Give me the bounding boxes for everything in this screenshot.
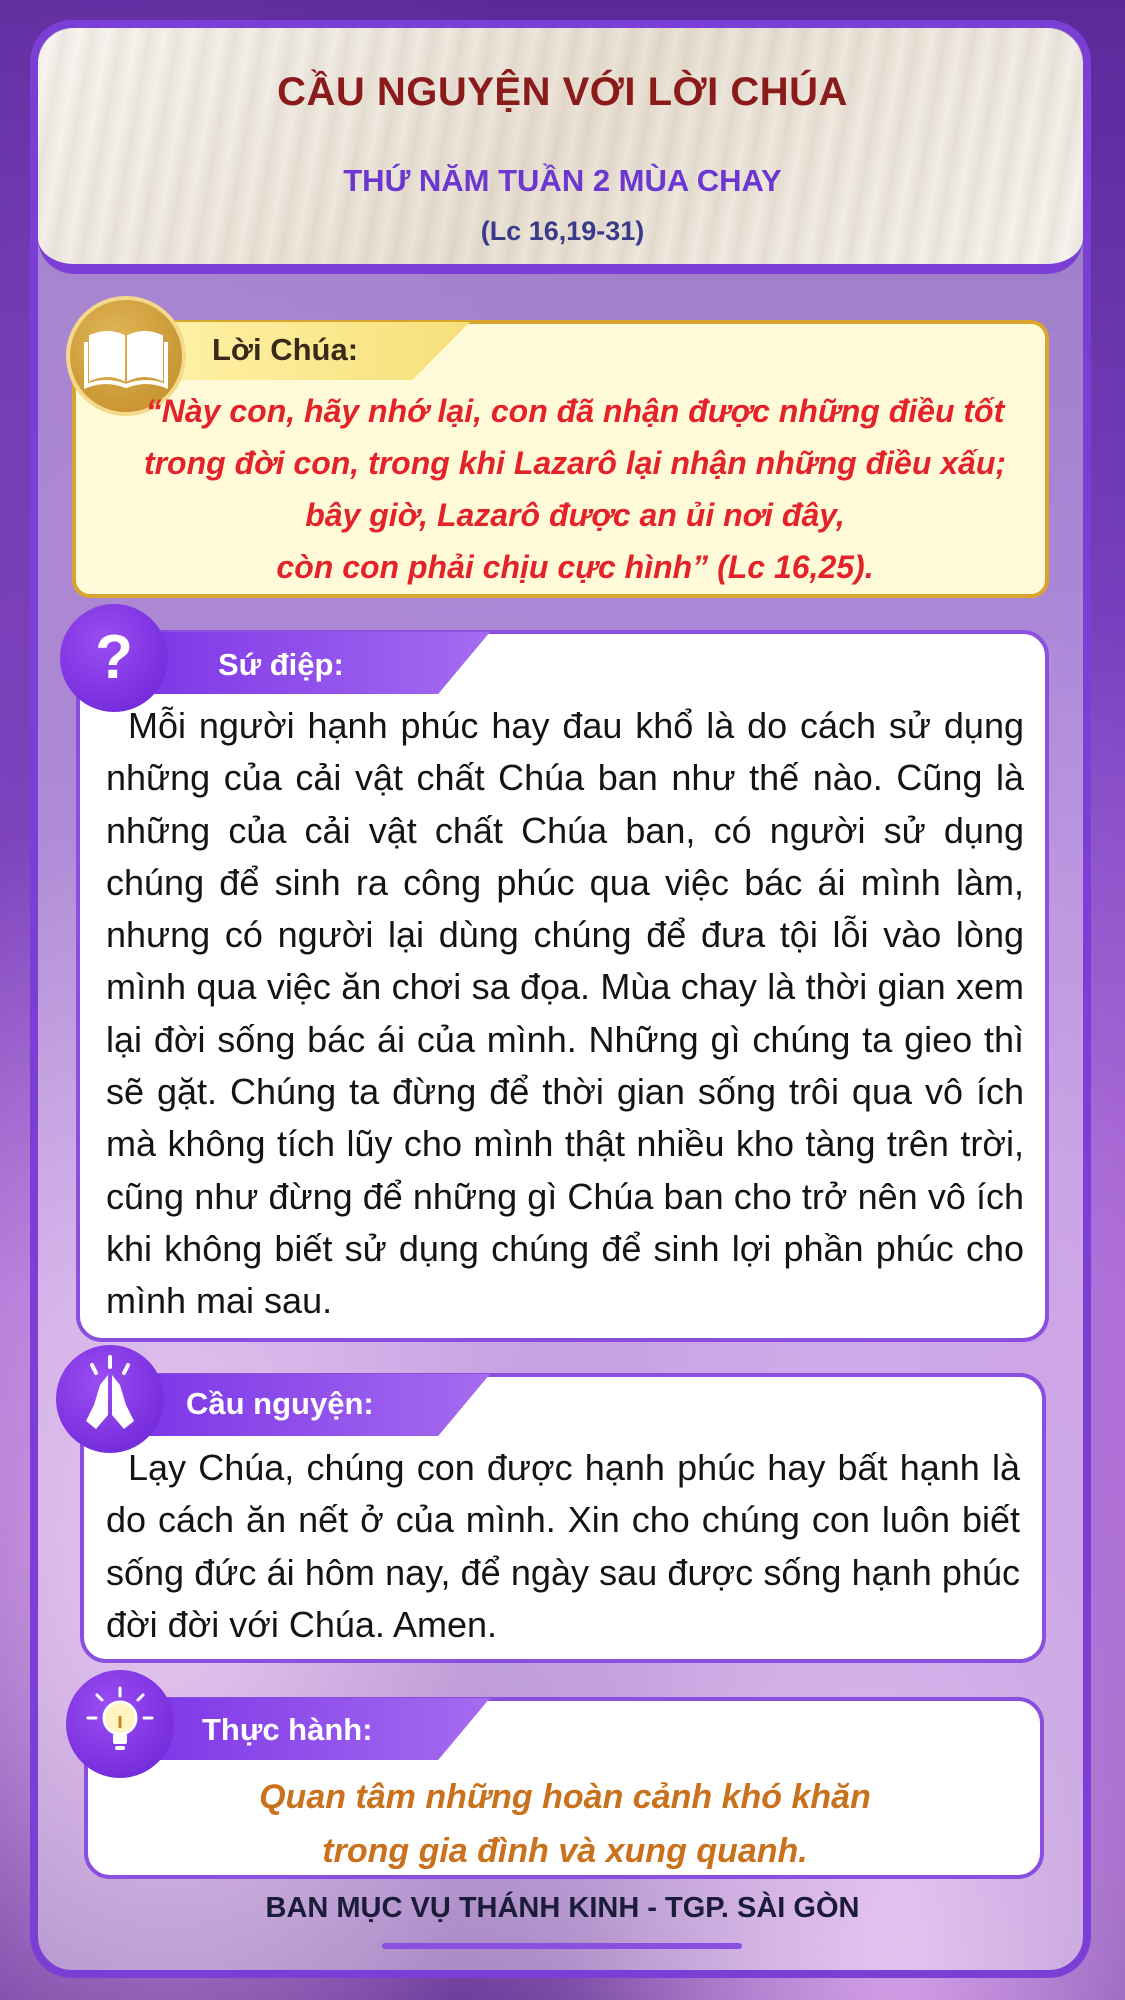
svg-text:?: ? (95, 623, 133, 692)
quote-line: còn con phải chịu cực hình” (Lc 16,25). (276, 549, 874, 585)
practice-line: Quan tâm những hoàn cảnh khó khăn (259, 1778, 871, 1816)
prayer-label: Cầu nguyện: (186, 1386, 374, 1421)
word-of-god-label: Lời Chúa: (212, 332, 359, 367)
footer-divider (382, 1943, 742, 1949)
message-label: Sứ điệp: (218, 647, 344, 682)
message-text: Mỗi người hạnh phúc hay đau khổ là do cách sử dụng những của cải vật chất Chúa ban như thế nào. Cũng là những của cải vật chất Chúa ban, có người sử dụng chúng để sinh ra công phúc qua việc bác ái mình làm, nhưng có người lại dùng chúng để đưa tội lỗi vào lòng mình qua việc ăn chơi sa đọa. Mùa chay là thời gian xem lại đời sống bác ái của mình. Những gì chúng ta gieo thì sẽ gặt. Chúng ta đừng để thời gian sống trôi qua vô ích mà không tích lũy cho mình thật nhiều kho tàng trên trời, cũng như đừng để những gì Chúa ban cho trở nên vô ích khi không biết sử dụng chúng để sinh lợi phần phúc cho mình mai sau. (106, 705, 1024, 1322)
practice-text (90, 1770, 1040, 1878)
page-title: CẦU NGUYỆN VỚI LỜI CHÚA (277, 70, 848, 114)
question-mark-icon (60, 604, 168, 712)
footer-credit: BAN MỤC VỤ THÁNH KINH - TGP. SÀI GÒN (265, 1892, 860, 1924)
quote-line: bây giờ, Lazarô được an ủi nơi đây, (305, 497, 845, 533)
practice-label: Thực hành: (202, 1712, 373, 1747)
scripture-reference: (Lc 16,19-31) (480, 216, 645, 246)
scripture-quote (100, 385, 1050, 593)
quote-line: “Này con, hãy nhớ lại, con đã nhận được những điều tốt (145, 393, 1005, 429)
lightbulb-icon (66, 1670, 174, 1778)
prayer-text: Lạy Chúa, chúng con được hạnh phúc hay bất hạnh là do cách ăn nết ở của mình. Xin cho chúng con luôn biết sống đức ái hôm nay, để ngày sau được sống hạnh phúc đời đời với Chúa. Amen. (106, 1447, 1020, 1645)
praying-hands-icon (56, 1345, 164, 1453)
practice-line: trong gia đình và xung quanh. (322, 1832, 808, 1870)
quote-line: trong đời con, trong khi Lazarô lại nhận những điều xấu; (143, 445, 1007, 481)
page-subtitle: THỨ NĂM TUẦN 2 MÙA CHAY (343, 163, 782, 198)
